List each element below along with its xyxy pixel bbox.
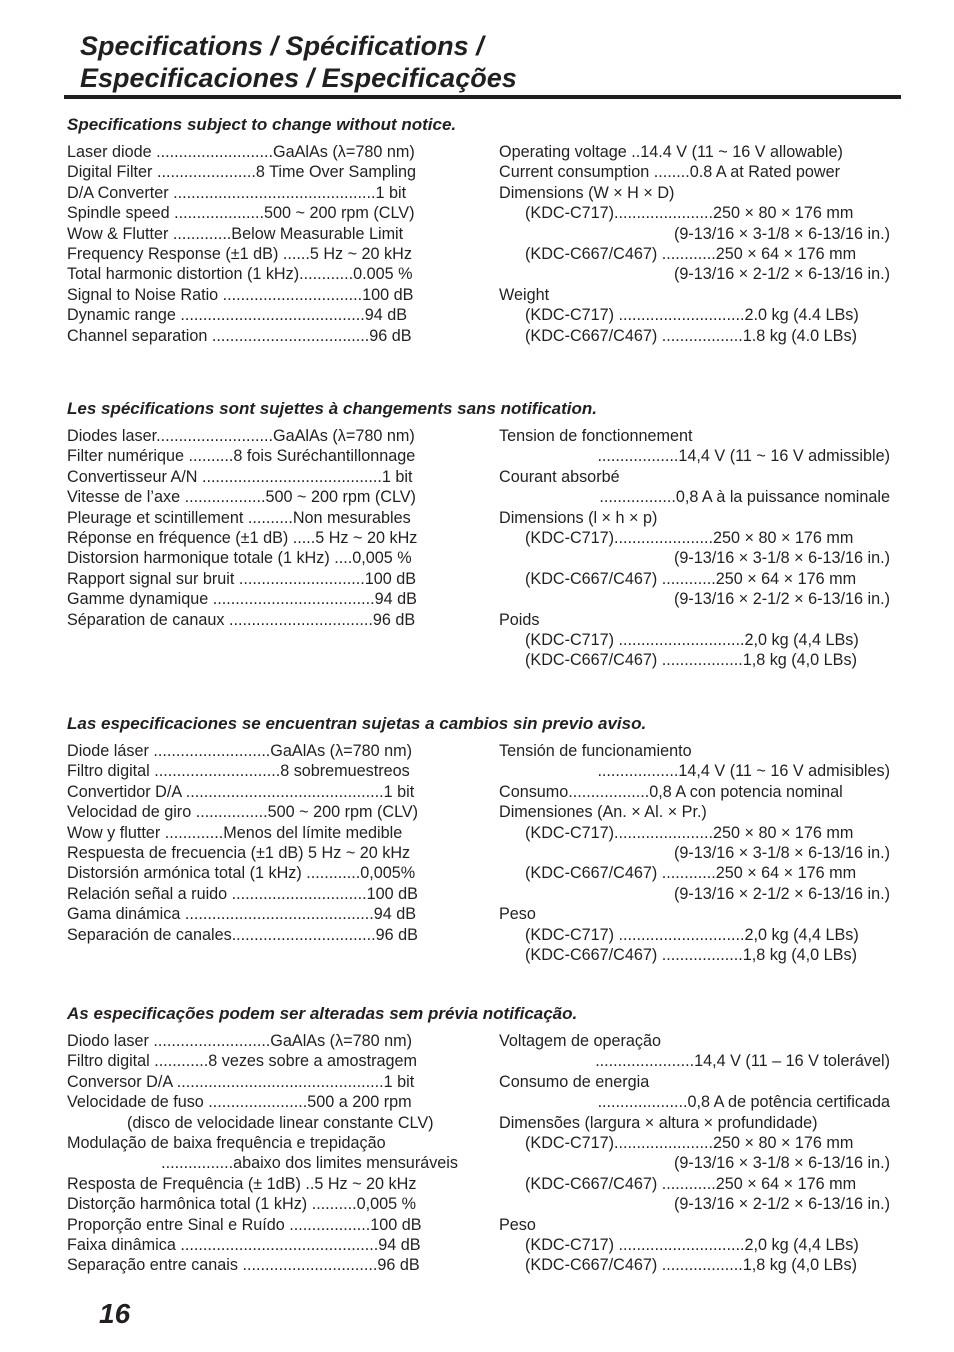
spec-channel-separation: Separação entre canais ..............................96 dB xyxy=(67,1256,420,1275)
section-heading-spanish: Las especificaciones se encuentran sujetas a cambios sin previo aviso. xyxy=(67,714,647,733)
spec-current-consumption: Current consumption ........0.8 A at Rated power xyxy=(499,163,841,182)
spec-weight-c717: (KDC-C717) ............................2.0 kg (4.4 LBs) xyxy=(525,306,859,325)
spec-operating-voltage-value: ......................14,4 V (11 – 16 V tolerável) xyxy=(595,1052,890,1071)
spec-operating-voltage-label: Tension de fonctionnement xyxy=(499,427,693,445)
spec-dimensions-label: Dimensions (l × h × p) xyxy=(499,508,658,527)
spec-laser-diode: Diodo laser ..........................GaAlAs (λ=780 nm) xyxy=(67,1032,413,1050)
spec-dynamic-range: Gama dinámica ..........................................94 dB xyxy=(67,905,417,924)
spec-list-french xyxy=(67,426,458,630)
spec-spindle-speed: Spindle speed ....................500 ~ 200 rpm (CLV) xyxy=(67,204,415,223)
spec-snr: Proporção entre Sinal e Ruído ..................100 dB xyxy=(67,1215,422,1234)
spec-dimensions-c667: (KDC-C667/C467) ............250 × 64 × 176 mm xyxy=(525,569,857,588)
spec-thd: Total harmonic distortion (1 kHz)............0.005 % xyxy=(67,265,413,284)
spec-dimensions-c717: (KDC-C717)......................250 × 80 × 176 mm xyxy=(525,823,854,842)
spec-current-value: ....................0,8 A de potência certificada xyxy=(597,1093,890,1112)
spec-channel-separation: Séparation de canaux ................................96 dB xyxy=(67,610,416,629)
spec-weight-label: Weight xyxy=(499,285,550,304)
spec-weight-c717: (KDC-C717) ............................2,0 kg (4,4 LBs) xyxy=(525,1235,859,1254)
spec-dynamic-range: Gamme dynamique ....................................94 dB xyxy=(67,590,417,609)
spec-dimensions-c717: (KDC-C717)......................250 × 80 × 176 mm xyxy=(525,528,854,547)
section-english xyxy=(67,114,897,345)
spec-power-portuguese xyxy=(499,1031,890,1276)
spec-list-spanish xyxy=(67,741,458,945)
page-title-line-2: Especificaciones / Especificações xyxy=(80,63,517,93)
section-heading-english: Specifications subject to change without notice. xyxy=(67,115,457,134)
spec-digital-filter: Filtro digital ............8 vezes sobre a amostragem xyxy=(67,1052,417,1071)
title-rule xyxy=(64,95,901,99)
spec-power-english xyxy=(499,142,890,346)
spec-digital-filter: Filter numérique ..........8 fois Suréchantillonnage xyxy=(67,447,416,466)
page-title-line-1: Specifications / Spécifications / xyxy=(80,31,484,61)
spec-list-english xyxy=(67,142,458,346)
spec-dimensions-c717-inches: (9-13/16 × 3-1/8 × 6-13/16 in.) xyxy=(674,843,890,862)
spec-dimensions-c667: (KDC-C667/C467) ............250 × 64 × 176 mm xyxy=(525,244,857,263)
spec-operating-voltage-value: ..................14,4 V (11 ~ 16 V admissible) xyxy=(597,447,890,466)
spec-weight-c717: (KDC-C717) ............................2,0 kg (4,4 LBs) xyxy=(525,630,859,649)
spec-dimensions-c667-inches: (9-13/16 × 2-1/2 × 6-13/16 in.) xyxy=(674,884,890,903)
spec-power-spanish xyxy=(499,741,890,965)
spec-channel-separation: Separación de canales................................96 dB xyxy=(67,925,418,944)
section-heading-portuguese: As especificações podem ser alteradas sem prévia notificação. xyxy=(67,1004,578,1023)
spec-wow-flutter-value: ................abaixo dos limites mensuráveis xyxy=(161,1154,458,1173)
spec-dimensions-label: Dimensiones (An. × Al. × Pr.) xyxy=(499,803,707,822)
spec-spindle-speed-note: (disco de velocidade linear constante CLV) xyxy=(127,1113,434,1132)
spec-operating-voltage-value: ..................14,4 V (11 ~ 16 V admisibles) xyxy=(597,762,890,781)
spec-dynamic-range: Faixa dinâmica ............................................94 dB xyxy=(67,1235,421,1254)
spec-weight-label: Poids xyxy=(499,610,540,629)
section-spanish xyxy=(67,713,897,964)
spec-weight-c667: (KDC-C667/C467) ..................1.8 kg (4.0 LBs) xyxy=(525,326,857,345)
spec-wow-flutter: Wow & Flutter .............Below Measurable Limit xyxy=(67,224,404,243)
spec-dimensions-label: Dimensões (largura × altura × profundidade) xyxy=(499,1113,818,1132)
spec-dimensions-c717: (KDC-C717)......................250 × 80 × 176 mm xyxy=(525,1133,854,1152)
spec-weight-label: Peso xyxy=(499,905,536,924)
spec-list-portuguese xyxy=(67,1031,458,1276)
spec-da-converter: Convertidor D/A ............................................1 bit xyxy=(67,782,415,801)
spec-da-converter: Conversor D/A ..............................................1 bit xyxy=(67,1072,415,1091)
spec-thd: Distorsion harmonique totale (1 kHz) ....0,005 % xyxy=(67,549,412,568)
page-number: 16 xyxy=(99,1298,131,1329)
spec-laser-diode: Diodes laser..........................GaAlAs (λ=780 nm) xyxy=(67,427,415,445)
spec-weight-c717: (KDC-C717) ............................2,0 kg (4,4 LBs) xyxy=(525,925,859,944)
spec-current-consumption: Consumo..................0,8 A con potencia nominal xyxy=(499,782,843,801)
spec-wow-flutter-label: Modulação de baixa frequência e trepidação xyxy=(67,1133,386,1152)
section-portuguese xyxy=(67,1003,897,1275)
spec-frequency-response: Frequency Response (±1 dB) ......5 Hz ~ 20 kHz xyxy=(67,244,412,263)
spec-operating-voltage-label: Voltagem de operação xyxy=(499,1032,661,1050)
spec-wow-flutter: Wow y flutter .............Menos del límite medible xyxy=(67,823,403,842)
spec-dimensions-c717-inches: (9-13/16 × 3-1/8 × 6-13/16 in.) xyxy=(674,549,890,568)
spec-da-converter: Convertisseur A/N ........................................1 bit xyxy=(67,467,413,486)
spec-spindle-speed: Velocidad de giro ................500 ~ 200 rpm (CLV) xyxy=(67,803,419,822)
spec-weight-c667: (KDC-C667/C467) ..................1,8 kg (4,0 LBs) xyxy=(525,651,857,670)
spec-channel-separation: Channel separation ...................................96 dB xyxy=(67,326,412,345)
spec-current-value: .................0,8 A à la puissance nominale xyxy=(599,488,890,507)
spec-dimensions-c717-inches: (9-13/16 × 3-1/8 × 6-13/16 in.) xyxy=(674,1154,890,1173)
spec-weight-c667: (KDC-C667/C467) ..................1,8 kg (4,0 LBs) xyxy=(525,1256,857,1275)
spec-dimensions-c667-inches: (9-13/16 × 2-1/2 × 6-13/16 in.) xyxy=(674,265,890,284)
spec-dimensions-c667-inches: (9-13/16 × 2-1/2 × 6-13/16 in.) xyxy=(674,1195,890,1214)
spec-dimensions-c717-inches: (9-13/16 × 3-1/8 × 6-13/16 in.) xyxy=(674,224,890,243)
spec-operating-voltage-label: Tensión de funcionamiento xyxy=(499,742,692,760)
spec-current-label: Consumo de energia xyxy=(499,1072,650,1091)
spec-digital-filter: Filtro digital ............................8 sobremuestreos xyxy=(67,762,410,781)
spec-wow-flutter: Pleurage et scintillement ..........Non mesurables xyxy=(67,508,411,527)
spec-snr: Signal to Noise Ratio ...............................100 dB xyxy=(67,285,414,304)
page-title xyxy=(80,30,900,94)
spec-frequency-response: Réponse en fréquence (±1 dB) .....5 Hz ~ 20 kHz xyxy=(67,528,418,547)
spec-digital-filter: Digital Filter ......................8 Time Over Sampling xyxy=(67,163,417,182)
section-heading-french: Les spécifications sont sujettes à changements sans notification. xyxy=(67,399,597,418)
spec-snr: Relación señal a ruido ..............................100 dB xyxy=(67,884,418,903)
spec-thd: Distorsión armónica total (1 kHz) ............0,005% xyxy=(67,864,416,883)
spec-dimensions-c667: (KDC-C667/C467) ............250 × 64 × 176 mm xyxy=(525,864,857,883)
spec-weight-label: Peso xyxy=(499,1215,536,1234)
spec-dimensions-c667-inches: (9-13/16 × 2-1/2 × 6-13/16 in.) xyxy=(674,590,890,609)
spec-operating-voltage: Operating voltage ..14.4 V (11 ~ 16 V allowable) xyxy=(499,143,843,161)
spec-snr: Rapport signal sur bruit ............................100 dB xyxy=(67,569,417,588)
spec-da-converter: D/A Converter .............................................1 bit xyxy=(67,183,407,202)
spec-weight-c667: (KDC-C667/C467) ..................1,8 kg (4,0 LBs) xyxy=(525,945,857,964)
spec-thd: Distorção harmônica total (1 kHz) ..........0,005 % xyxy=(67,1195,417,1214)
spec-dimensions-label: Dimensions (W × H × D) xyxy=(499,183,675,202)
spec-dimensions-c717: (KDC-C717)......................250 × 80 × 176 mm xyxy=(525,204,854,223)
spec-power-french xyxy=(499,426,890,671)
spec-spindle-speed: Velocidade de fuso ......................500 a 200 rpm xyxy=(67,1093,412,1112)
section-french xyxy=(67,398,897,670)
spec-laser-diode: Diode láser ..........................GaAlAs (λ=780 nm) xyxy=(67,742,413,760)
spec-frequency-response: Respuesta de frecuencia (±1 dB) 5 Hz ~ 20 kHz xyxy=(67,843,411,862)
spec-laser-diode: Laser diode ..........................GaAlAs (λ=780 nm) xyxy=(67,143,415,161)
spec-current-label: Courant absorbé xyxy=(499,467,620,486)
spec-dynamic-range: Dynamic range .........................................94 dB xyxy=(67,306,408,325)
spec-dimensions-c667: (KDC-C667/C467) ............250 × 64 × 176 mm xyxy=(525,1174,857,1193)
spec-spindle-speed: Vitesse de l’axe ..................500 ~ 200 rpm (CLV) xyxy=(67,488,416,507)
spec-frequency-response: Resposta de Frequência (± 1dB) ..5 Hz ~ 20 kHz xyxy=(67,1174,417,1193)
